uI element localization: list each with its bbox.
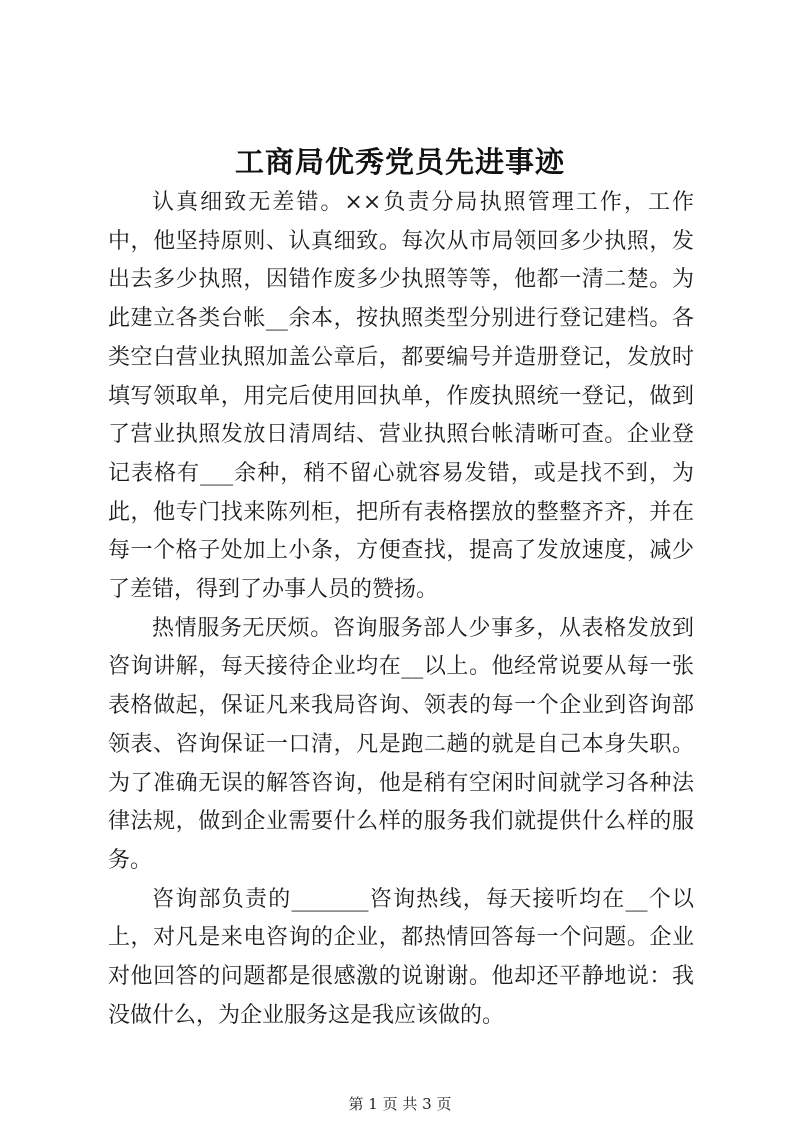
document-title: 工商局优秀党员先进事迹 bbox=[234, 145, 565, 179]
paragraph: 认真细致无差错。××负责分局执照管理工作，工作中，他坚持原则、认真细致。每次从市局领回多少执照，发出去多少执照，因错作废多少执照等等，他都一清二楚。为此建立各类台帐__余本，按执照类型分别进行登记建档。各类空白营业执照加盖公章后，都要编号并造册登记，发放时填写领取单，用完后使用回执单，作废执照统一登记，做到了营业执照发放日清周结、营业执照台帐清晰可查。企业登记表格有___余种，稍不留心就容易发错，或是找不到，为此，他专门找来陈列柜，把所有表格摆放的整整齐齐，并在每一个格子处加上小条，方便查找，提高了发放速度，减少了差错，得到了办事人员的赞扬。 bbox=[108, 190, 694, 603]
page-number-footer: 第 1 页 共 3 页 bbox=[348, 1095, 452, 1113]
document-body bbox=[108, 184, 694, 1035]
paragraph: 咨询部负责的_______咨询热线，每天接听均在__个以上，对凡是来电咨询的企业，都热情回答每一个问题。企业对他回答的问题都是很感激的说谢谢。他却还平静地说：我没做什么，为企业服务这是我应该做的。 bbox=[108, 886, 694, 1028]
paragraph: 热情服务无厌烦。咨询服务部人少事多，从表格发放到咨询讲解，每天接待企业均在__以上。他经常说要从每一张表格做起，保证凡来我局咨询、领表的每一个企业到咨询部领表、咨询保证一口清，凡是跑二趟的就是自己本身失职。为了准确无误的解答咨询，他是稍有空闲时间就学习各种法律法规，做到企业需要什么样的服务我们就提供什么样的服务。 bbox=[108, 615, 694, 873]
